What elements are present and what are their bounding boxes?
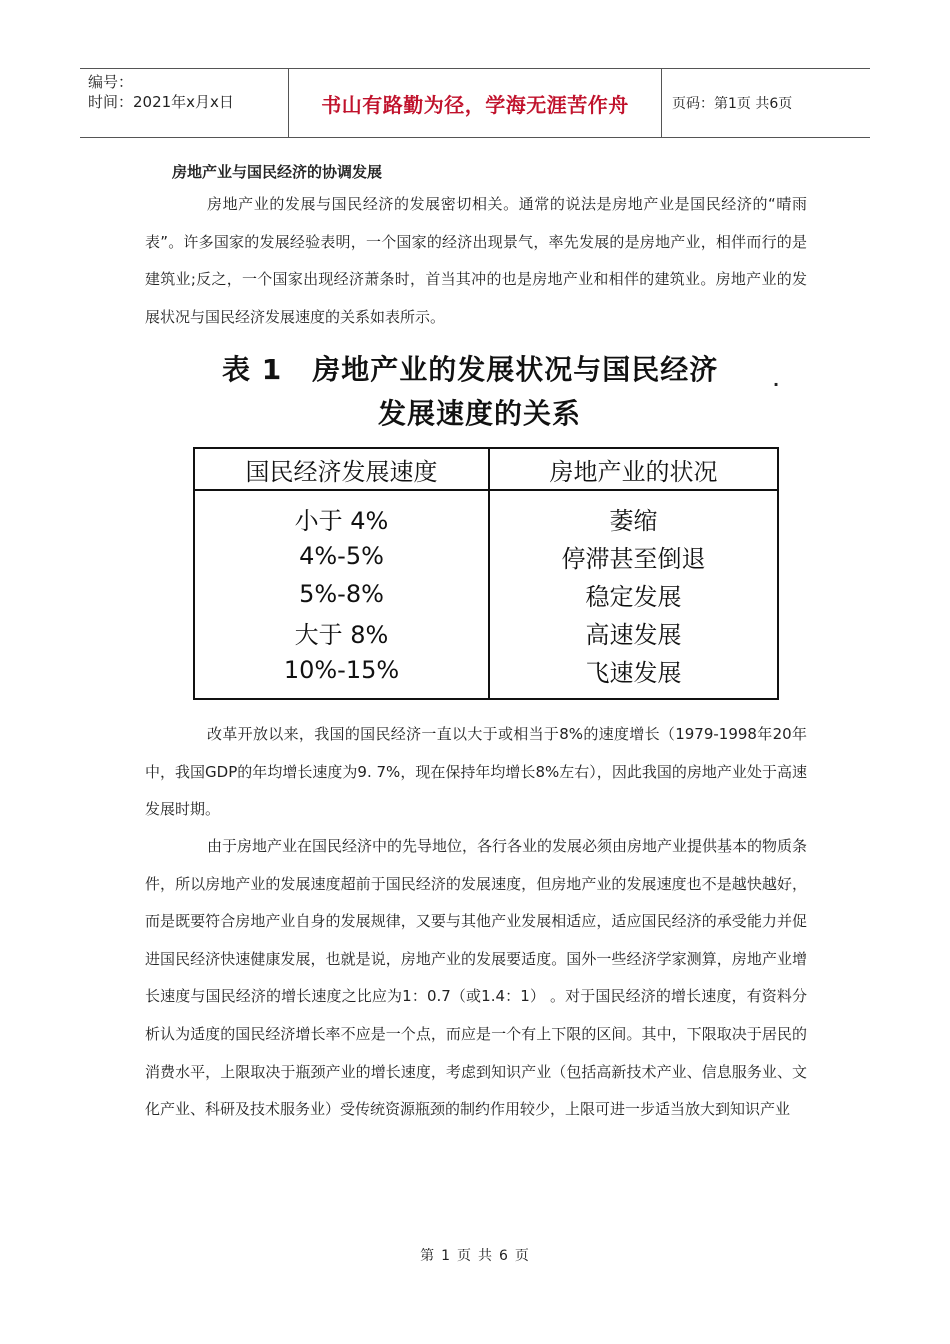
header-motto: 书山有路勤为径，学海无涯苦作舟 xyxy=(288,69,662,137)
footer-text: 页 xyxy=(514,1248,530,1264)
relationship-table xyxy=(193,447,779,700)
doc-time-label: 时间：2021年x月x日 xyxy=(88,93,234,111)
header-bar xyxy=(80,68,870,138)
table-cell: 萎缩 xyxy=(609,506,658,535)
table-header-row xyxy=(195,449,777,491)
table-cell: 飞速发展 xyxy=(585,658,682,687)
footer-total-pages: 6 xyxy=(499,1248,509,1264)
table-caption-line1: 房地产业的发展状况与国民经济 xyxy=(312,353,719,386)
table-cell: 5%-8% xyxy=(299,580,384,608)
table-cell: 小于 4% xyxy=(294,506,389,535)
header-meta xyxy=(80,69,288,137)
paragraph-3: 由于房地产业在国民经济中的先导地位，各行各业的发展必须由房地产业提供基本的物质条件，所以房地产业的发展速度超前于国民经济的发展速度，但房地产业的发展速度也不是越快越好，而是既要符合房地产业自身的发展规律，又要与其他产业发展相适应，适应国民经济的承受能力并促进国民经济快速健康发展，也就是说，房地产业的发展要适度。国外一些经济学家测算，房地产业增长速度与国民经济的增长速度之比应为1：0.7（或1.4：1） 。对于国民经济的增长速度，有资料分析认为适度的国民经济增长率不应是一个点，而应是一个有上下限的区间。其中，下限取决于居民的消费水平，上限取决于瓶颈产业的增长速度，考虑到知识产业（包括高新技术产业、信息服务业、文化产业、科研及技术服务业）受传统资源瓶颈的制约作用较少，上限可进一步适当放大到知识产业 xyxy=(145,837,808,1119)
table-cell: 10%-15% xyxy=(283,656,400,684)
table-cell: 大于 8% xyxy=(294,620,389,649)
header-page-info: 页码：第1页 共6页 xyxy=(672,96,793,112)
footer-text: 共 xyxy=(478,1248,493,1264)
table-cell: 停滞甚至倒退 xyxy=(561,544,706,573)
table-body xyxy=(195,491,777,699)
page-footer xyxy=(0,1245,950,1265)
paragraph-1: 房地产业的发展与国民经济的发展密切相关。通常的说法是房地产业是国民经济的“晴雨表”。许多国家的发展经验表明，一个国家的经济出现景气，率先发展的是房地产业，相伴而行的是建筑业;反之，一个国家出现经济萧条时，首当其冲的也是房地产业和相伴的建筑业。房地产业的发展状况与国民经济发展速度的关系如表所示。 xyxy=(145,195,807,326)
footer-page-number: 1 xyxy=(441,1248,451,1264)
table-caption-line2: 发展速度的关系 xyxy=(378,397,582,430)
table-cell: 4%-5% xyxy=(299,542,384,570)
doc-number-label: 编号： xyxy=(88,73,134,91)
table-cell: 高速发展 xyxy=(585,620,682,649)
table-cell: 稳定发展 xyxy=(585,582,682,611)
footer-text: 第 xyxy=(420,1248,436,1264)
table-caption xyxy=(222,348,718,388)
table-number: 表 1 xyxy=(222,353,283,386)
table-column-speed xyxy=(195,491,490,699)
footer-text: 页 xyxy=(457,1248,472,1264)
paragraph-2: 改革开放以来，我国的国民经济一直以大于或相当于8%的速度增长（1979-1998年20年中，我国GDP的年均增长速度为9. 7%，现在保持年均增长8%左右），因此我国的房地产业处于高速发展时期。 xyxy=(145,725,807,819)
table-header-cell: 国民经济发展速度 xyxy=(195,449,490,489)
table-column-status xyxy=(490,491,777,699)
document-title: 房地产业与国民经济的协调发展 xyxy=(172,163,383,181)
caption-mark: · xyxy=(773,375,780,394)
table-header-cell: 房地产业的状况 xyxy=(549,457,718,486)
